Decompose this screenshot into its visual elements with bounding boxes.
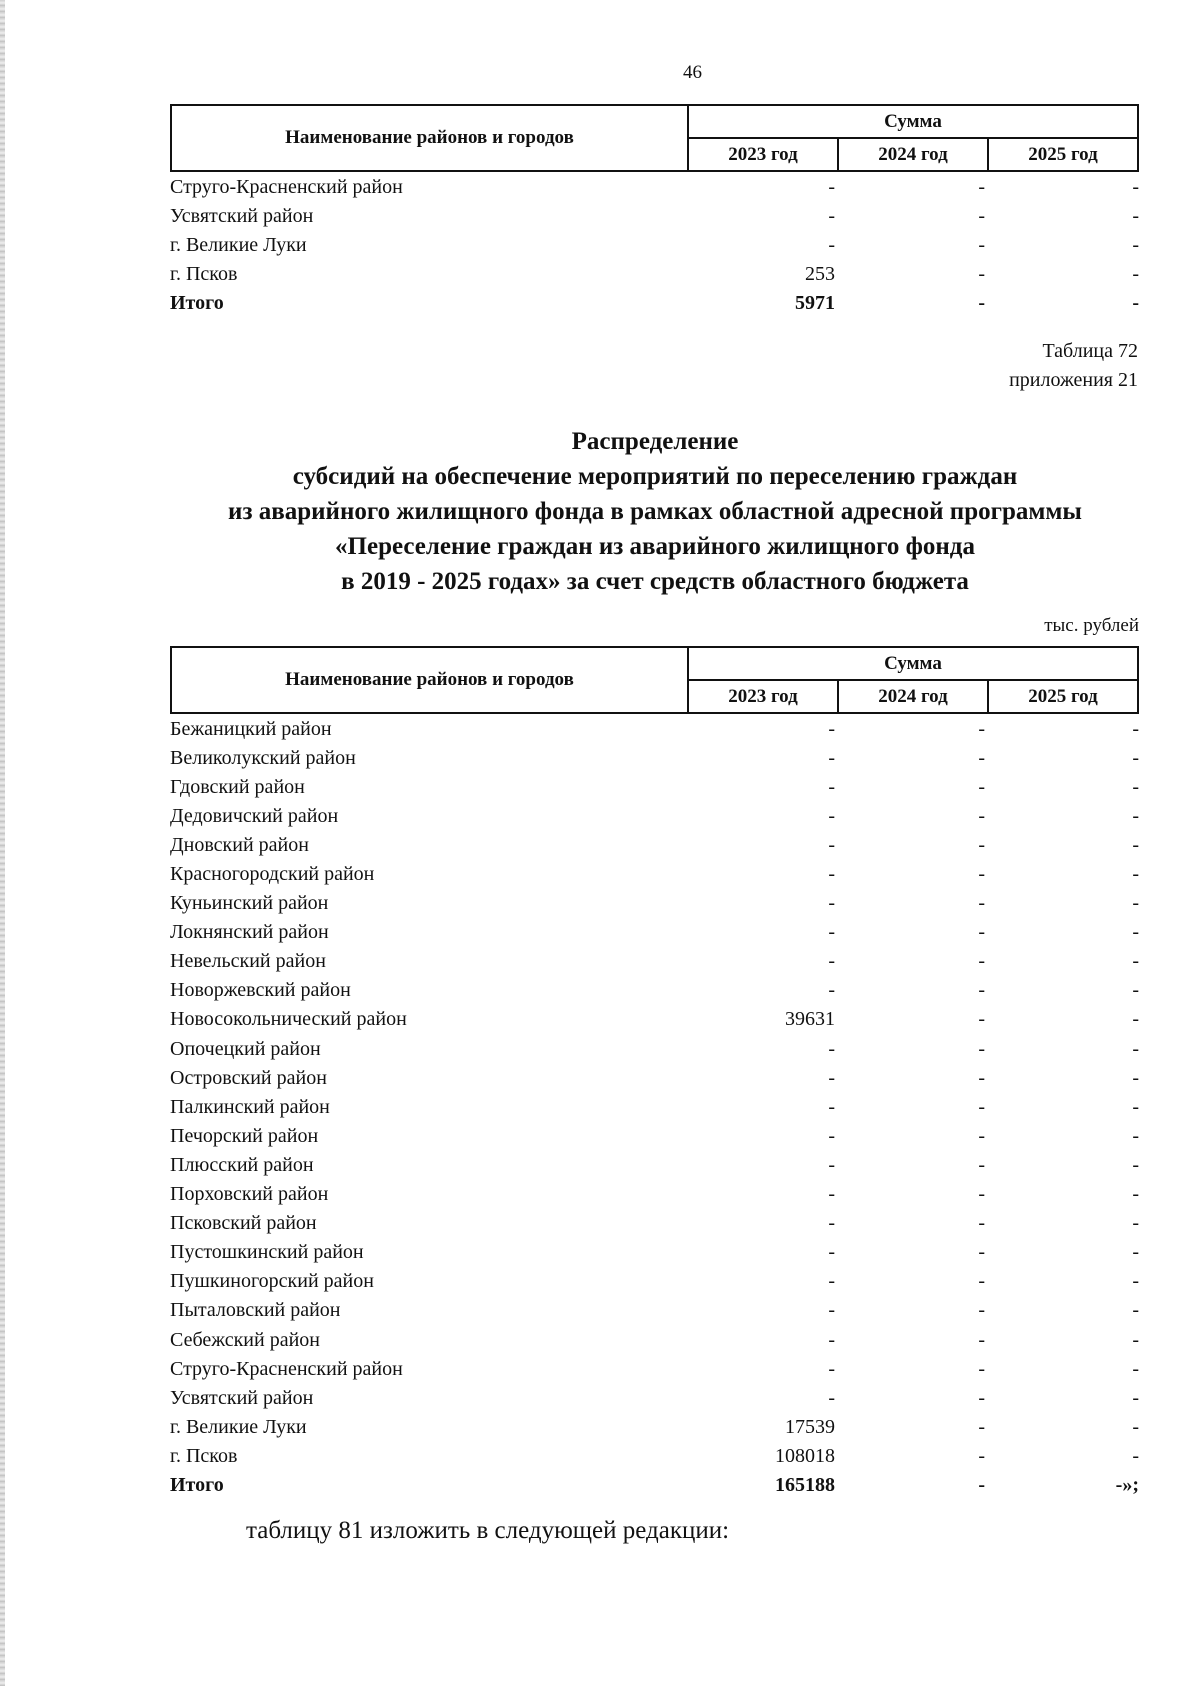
table-row <box>170 714 1139 743</box>
value-2024: - <box>978 1153 985 1176</box>
district-name: Струго-Красненский район <box>170 1357 403 1380</box>
district-name: Островский район <box>170 1066 327 1089</box>
district-name: Куньинский район <box>170 892 329 915</box>
value-2025: - <box>1132 950 1139 973</box>
district-name: Красногородский район <box>170 863 375 886</box>
value-2023: - <box>828 1386 835 1409</box>
table-header <box>170 104 1139 172</box>
value-2025: - <box>1132 746 1139 769</box>
value-2023: - <box>828 892 835 915</box>
value-2023: - <box>828 979 835 1002</box>
table-row <box>170 976 1139 1005</box>
header-name-column: Наименование районов и городов <box>171 105 688 171</box>
district-name: Усвятский район <box>170 1386 314 1409</box>
header-year-2025: 2025 год <box>988 138 1138 171</box>
value-2024: - <box>978 950 985 973</box>
value-2025: - <box>1132 1153 1139 1176</box>
value-2023: - <box>828 950 835 973</box>
table-row <box>170 1267 1139 1296</box>
header-sum: Сумма <box>688 105 1138 138</box>
value-2023: - <box>828 804 835 827</box>
value-2025: - <box>1132 1270 1139 1293</box>
table-main <box>170 646 1139 1500</box>
table-continuation <box>170 104 1139 317</box>
district-name: Порховский район <box>170 1183 329 1206</box>
value-2023: - <box>828 921 835 944</box>
value-2024: - <box>978 804 985 827</box>
table-row <box>170 889 1139 918</box>
value-2024: - <box>978 291 985 314</box>
table-reference <box>1009 337 1138 395</box>
table-row <box>170 1209 1139 1238</box>
value-2024: - <box>978 262 985 285</box>
district-name: Плюсский район <box>170 1153 314 1176</box>
value-2024: - <box>978 1212 985 1235</box>
value-2025: - <box>1132 1241 1139 1264</box>
district-name: Дедовичский район <box>170 804 339 827</box>
table-row <box>170 859 1139 888</box>
table-row <box>170 1238 1139 1267</box>
table-row <box>170 1354 1139 1383</box>
value-2025: - <box>1132 233 1139 256</box>
value-2023: - <box>828 1270 835 1293</box>
district-name: Пыталовский район <box>170 1299 341 1322</box>
value-2024: - <box>978 1415 985 1438</box>
district-name: Невельский район <box>170 950 326 973</box>
table-row <box>170 1180 1139 1209</box>
page-number: 46 <box>683 62 702 83</box>
value-2025: - <box>1132 1357 1139 1380</box>
value-2024: - <box>978 1124 985 1147</box>
value-2025: - <box>1132 892 1139 915</box>
value-2023: - <box>828 833 835 856</box>
value-2025: - <box>1132 204 1139 227</box>
header-name-column: Наименование районов и городов <box>171 647 688 713</box>
title-line: субсидий на обеспечение мероприятий по переселению граждан <box>292 463 1018 490</box>
table-row <box>170 230 1139 259</box>
table-row <box>170 1383 1139 1412</box>
value-2024: - <box>978 979 985 1002</box>
value-2024: - <box>978 1183 985 1206</box>
table-row <box>170 1005 1139 1034</box>
value-2024: - <box>978 717 985 740</box>
value-2024: - <box>978 1066 985 1089</box>
value-2023: - <box>828 1183 835 1206</box>
value-2025: - <box>1132 291 1139 314</box>
district-name: г. Великие Луки <box>170 233 307 256</box>
value-2023: - <box>828 175 835 198</box>
district-name: Опочецкий район <box>170 1037 321 1060</box>
value-2023: - <box>828 717 835 740</box>
header-year-2023: 2023 год <box>688 680 838 713</box>
value-2023: - <box>828 1357 835 1380</box>
amendment-instruction: таблицу 81 изложить в следующей редакции: <box>246 1517 730 1544</box>
value-2024: - <box>978 1444 985 1467</box>
value-2024: - <box>978 863 985 886</box>
header-year-2024: 2024 год <box>838 680 988 713</box>
table-row <box>170 1063 1139 1092</box>
table-row <box>170 830 1139 859</box>
table-row <box>170 1325 1139 1354</box>
header-sum: Сумма <box>688 647 1138 680</box>
value-2025: -»; <box>1115 1473 1139 1496</box>
district-name: г. Псков <box>170 1444 238 1467</box>
value-2024: - <box>978 1386 985 1409</box>
value-2024: - <box>978 1357 985 1380</box>
district-name: Новоржевский район <box>170 979 351 1002</box>
table-row <box>170 918 1139 947</box>
value-2023: - <box>828 233 835 256</box>
header-year-2023: 2023 год <box>688 138 838 171</box>
value-2025: - <box>1132 717 1139 740</box>
title-line: в 2019 - 2025 годах» за счет средств областного бюджета <box>341 568 969 595</box>
value-2023: - <box>828 1299 835 1322</box>
value-2024: - <box>978 233 985 256</box>
value-2025: - <box>1132 979 1139 1002</box>
value-2024: - <box>978 1299 985 1322</box>
total-row <box>170 1470 1139 1499</box>
value-2023: 108018 <box>775 1444 835 1467</box>
value-2023: - <box>828 1212 835 1235</box>
value-2023: 5971 <box>795 291 835 314</box>
value-2024: - <box>978 921 985 944</box>
value-2023: 253 <box>805 262 835 285</box>
value-2025: - <box>1132 1386 1139 1409</box>
value-2025: - <box>1132 1124 1139 1147</box>
district-name: Бежаницкий район <box>170 717 332 740</box>
value-2024: - <box>978 1328 985 1351</box>
table-row <box>170 172 1139 201</box>
district-name: Палкинский район <box>170 1095 330 1118</box>
value-2025: - <box>1132 1328 1139 1351</box>
value-2024: - <box>978 746 985 769</box>
district-name: Локнянский район <box>170 921 329 944</box>
table-row <box>170 947 1139 976</box>
value-2025: - <box>1132 1212 1139 1235</box>
value-2024: - <box>978 1473 985 1496</box>
district-name: Усвятский район <box>170 204 314 227</box>
value-2023: - <box>828 204 835 227</box>
value-2025: - <box>1132 1008 1139 1031</box>
value-2023: 165188 <box>775 1473 835 1496</box>
table-row <box>170 772 1139 801</box>
table-row <box>170 1412 1139 1441</box>
table-row <box>170 1092 1139 1121</box>
table-rows <box>170 172 1139 317</box>
value-2024: - <box>978 833 985 856</box>
value-2023: - <box>828 1037 835 1060</box>
unit-label: тыс. рублей <box>1044 615 1139 636</box>
value-2023: 17539 <box>785 1415 835 1438</box>
table-number: Таблица 72 <box>1042 340 1138 362</box>
district-name: Печорский район <box>170 1124 319 1147</box>
district-name: Итого <box>170 1473 224 1496</box>
value-2024: - <box>978 1270 985 1293</box>
title-line: Распределение <box>571 428 739 455</box>
value-2025: - <box>1132 1415 1139 1438</box>
header-year-2025: 2025 год <box>988 680 1138 713</box>
value-2024: - <box>978 892 985 915</box>
value-2023: - <box>828 775 835 798</box>
value-2023: 39631 <box>785 1008 835 1031</box>
district-name: Струго-Красненский район <box>170 175 403 198</box>
value-2025: - <box>1132 921 1139 944</box>
value-2023: - <box>828 746 835 769</box>
value-2023: - <box>828 863 835 886</box>
value-2023: - <box>828 1153 835 1176</box>
value-2023: - <box>828 1095 835 1118</box>
appendix-reference: приложения 21 <box>1009 369 1138 391</box>
district-name: Гдовский район <box>170 775 305 798</box>
value-2024: - <box>978 204 985 227</box>
district-name: Итого <box>170 291 224 314</box>
value-2025: - <box>1132 804 1139 827</box>
district-name: Себежский район <box>170 1328 320 1351</box>
value-2023: - <box>828 1066 835 1089</box>
header-year-2024: 2024 год <box>838 138 988 171</box>
document-title <box>150 424 1160 599</box>
table-rows <box>170 714 1139 1500</box>
district-name: Псковский район <box>170 1212 317 1235</box>
total-row <box>170 288 1139 317</box>
table-row <box>170 801 1139 830</box>
value-2023: - <box>828 1241 835 1264</box>
district-name: Дновский район <box>170 833 309 856</box>
value-2023: - <box>828 1328 835 1351</box>
value-2025: - <box>1132 833 1139 856</box>
value-2025: - <box>1132 1066 1139 1089</box>
value-2024: - <box>978 1008 985 1031</box>
value-2024: - <box>978 1095 985 1118</box>
value-2025: - <box>1132 1095 1139 1118</box>
district-name: Пушкиногорский район <box>170 1270 374 1293</box>
table-row <box>170 1441 1139 1470</box>
scan-edge <box>0 0 5 1686</box>
table-row <box>170 1150 1139 1179</box>
value-2025: - <box>1132 175 1139 198</box>
title-line: из аварийного жилищного фонда в рамках областной адресной программы <box>228 498 1082 525</box>
value-2024: - <box>978 775 985 798</box>
value-2024: - <box>978 1241 985 1264</box>
value-2024: - <box>978 1037 985 1060</box>
district-name: г. Псков <box>170 262 238 285</box>
value-2025: - <box>1132 1299 1139 1322</box>
value-2025: - <box>1132 775 1139 798</box>
table-row <box>170 743 1139 772</box>
value-2025: - <box>1132 1037 1139 1060</box>
value-2025: - <box>1132 262 1139 285</box>
table-row <box>170 259 1139 288</box>
table-row <box>170 1296 1139 1325</box>
value-2025: - <box>1132 1183 1139 1206</box>
district-name: Новосокольнический район <box>170 1008 407 1031</box>
table-header <box>170 646 1139 714</box>
title-line: «Переселение граждан из аварийного жилищного фонда <box>335 533 975 560</box>
district-name: Пустошкинский район <box>170 1241 364 1264</box>
table-row <box>170 201 1139 230</box>
table-row <box>170 1121 1139 1150</box>
value-2025: - <box>1132 863 1139 886</box>
district-name: г. Великие Луки <box>170 1415 307 1438</box>
value-2024: - <box>978 175 985 198</box>
table-row <box>170 1034 1139 1063</box>
value-2025: - <box>1132 1444 1139 1467</box>
value-2023: - <box>828 1124 835 1147</box>
district-name: Великолукский район <box>170 746 356 769</box>
